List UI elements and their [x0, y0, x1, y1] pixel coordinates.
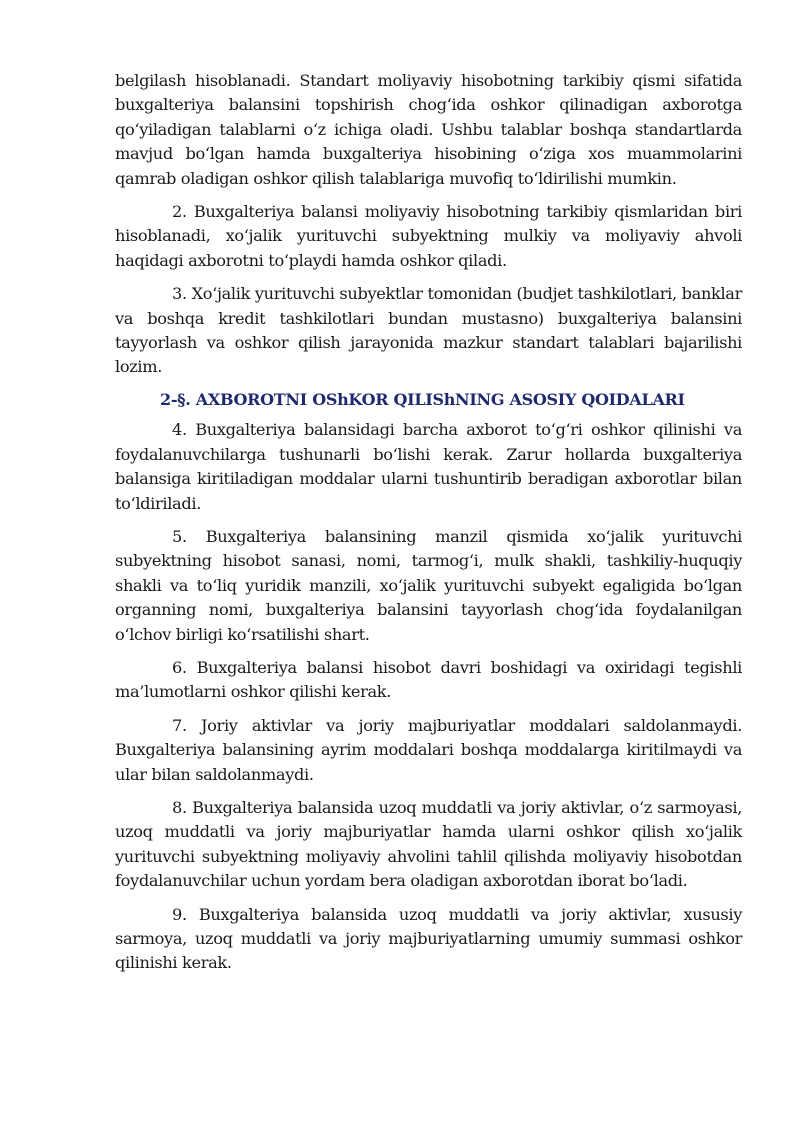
paragraph-9: 9. Buxgalteriya balansida uzoq muddatli va joriy aktivlar, xususiy sarmoya, uzoq muddatli va joriy majburiyatlarning umumiy summasi oshkor qilinishi kerak.	[115, 904, 742, 973]
paragraph-3: 3. Xo‘jalik yurituvchi subyektlar tomonidan (budjet tashkilotlari, banklar va boshqa kredit tashkilotlari bundan mustasno) buxgalteriya balansini tayyorlash va oshkor qilish jarayonida mazkur standart talablari bajarilishi lozim.	[115, 284, 742, 377]
paragraph-7: 7. Joriy aktivlar va joriy majburiyatlar moddalari saldolanmaydi. Buxgalteriya balansining ayrim moddalari boshqa moddalarga kiritilmaydi va ular bilan saldolanmaydi.	[115, 715, 742, 784]
paragraph-5: 5. Buxgalteriya balansining manzil qismida xo‘jalik yurituvchi subyektning hisobot sanasi, nomi, tarmog‘i, mulk shakli, tashkiliy-huquqiy shakli va to‘liq yuridik manzili, xo‘jalik yurituvchi subyekt egaligida bo‘lgan organning nomi, buxgalteriya balansini tayyorlash chog‘ida foydalanilgan o‘lchov birligi ko‘rsatilishi shart.	[115, 526, 742, 644]
paragraph-2: 2. Buxgalteriya balansi moliyaviy hisobotning tarkibiy qismlaridan biri hisoblanadi, xo‘jalik yurituvchi subyektning mulkiy va moliyaviy ahvoli haqidagi axborotni to‘playdi hamda oshkor qiladi.	[115, 202, 742, 270]
paragraph-8: 8. Buxgalteriya balansida uzoq muddatli va joriy aktivlar, o‘z sarmoyasi, uzoq muddatli va joriy majburiyatlar hamda ularni oshkor qilish xo‘jalik yurituvchi subyektning moliyaviy ahvolini tahlil qilishda moliyaviy hisobotdan foydalanuvchilar uchun yordam bera oladigan axborotdan iborat bo‘ladi.	[115, 797, 742, 891]
document-page	[115, 69, 742, 985]
paragraph-6: 6. Buxgalteriya balansi hisobot davri boshidagi va oxiridagi tegishli ma’lumotlarni oshkor qilishi kerak.	[115, 657, 742, 702]
paragraph-4: 4. Buxgalteriya balansidagi barcha axborot to‘g‘ri oshkor qilinishi va foydalanuvchilarga tushunarli bo‘lishi kerak. Zarur hollarda buxgalteriya balansiga kiritiladigan moddalar ularni tushuntirib beradigan axborotlar bilan to‘ldiriladi.	[115, 420, 742, 513]
section-heading: 2-§. AXBOROTNI OShKOR QILIShNING ASOSIY QOIDALARI	[160, 389, 685, 409]
paragraph-continuation: belgilash hisoblanadi. Standart moliyaviy hisobotning tarkibiy qismi sifatida buxgalteriya balansini topshirish chog‘ida oshkor qilinadigan axborotga qo‘yiladigan talablarni o‘z ichiga oladi. Ushbu talablar boshqa standartlarda mavjud bo‘lgan hamda buxgalteriya hisobining o‘ziga xos muammolarini qamrab oladigan oshkor qilish talablariga muvofiq to‘ldirilishi mumkin.	[115, 71, 742, 188]
